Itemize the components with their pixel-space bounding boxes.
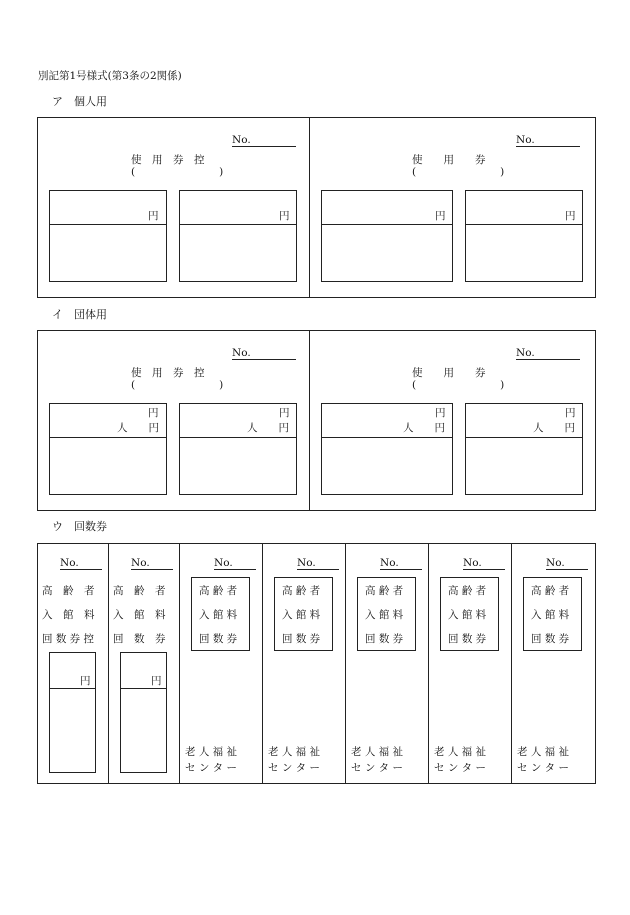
section-i-right-person1: 人 円: [403, 422, 445, 434]
ticket3-line2: 入 館 料: [365, 609, 404, 621]
section-a-right-title: 使 用 券: [412, 154, 486, 166]
section-a-right-paren: ( ): [412, 166, 505, 178]
section-i-left-box1-rule: [49, 437, 167, 438]
section-a-right-box1-rule: [321, 224, 453, 225]
ticket5-footer2: セ ン タ ー: [517, 762, 570, 774]
section-a-left-paren: ( ): [131, 166, 224, 178]
section-i-divider: [309, 330, 310, 511]
ticket2-no: No.: [297, 557, 339, 570]
section-i-right-person2: 人 円: [533, 422, 575, 434]
ticket3-footer2: セ ン タ ー: [351, 762, 404, 774]
section-i-right-box1-rule: [321, 437, 453, 438]
section-a-left-no: No.: [232, 134, 296, 147]
ticket1-line3: 回 数 券: [199, 633, 238, 645]
section-a-left-box2: [179, 190, 297, 282]
ticket1-footer1: 老 人 福 祉: [185, 746, 238, 758]
ticket2-line2: 入 館 料: [282, 609, 321, 621]
stub1-no: No.: [60, 557, 102, 570]
stub2-yen: 円: [151, 675, 162, 687]
section-a-left-yen2: 円: [279, 210, 290, 222]
ticket3-line1: 高 齢 者: [365, 585, 404, 597]
ticket5-line1: 高 齢 者: [531, 585, 570, 597]
stub2-line1: 高 齢 者: [113, 585, 166, 597]
section-a-left-box1-rule: [49, 224, 167, 225]
section-i-right-no: No.: [516, 347, 580, 360]
ticket1-line1: 高 齢 者: [199, 585, 238, 597]
section-i-right-yen1: 円: [435, 407, 446, 419]
section-i-right-box1: [321, 403, 453, 495]
section-u-divider-5: [428, 543, 429, 784]
section-a-left-yen1: 円: [148, 210, 159, 222]
section-a-label: ア 個人用: [52, 95, 107, 108]
ticket1-line2: 入 館 料: [199, 609, 238, 621]
section-a-left-title: 使 用 券 控: [131, 154, 205, 166]
ticket4-line3: 回 数 券: [448, 633, 487, 645]
section-u-label: ウ 回数券: [52, 520, 107, 533]
section-a-left-box2-rule: [179, 224, 297, 225]
ticket5-footer1: 老 人 福 祉: [517, 746, 570, 758]
stub1-amount-box: [49, 652, 96, 773]
section-a-right-no: No.: [516, 134, 580, 147]
section-u-divider-4: [345, 543, 346, 784]
section-i-right-title: 使 用 券: [412, 367, 486, 379]
stub2-amount-box: [120, 652, 167, 773]
ticket3-footer1: 老 人 福 祉: [351, 746, 404, 758]
section-i-left-yen1: 円: [148, 407, 159, 419]
ticket1-footer2: セ ン タ ー: [185, 762, 238, 774]
section-u-divider-6: [511, 543, 512, 784]
section-i-left-paren: ( ): [131, 379, 224, 391]
stub1-line2: 入 館 料: [42, 609, 95, 621]
ticket1-no: No.: [214, 557, 256, 570]
ticket5-line2: 入 館 料: [531, 609, 570, 621]
stub2-line3: 回 数 券: [113, 633, 166, 645]
ticket2-line1: 高 齢 者: [282, 585, 321, 597]
section-i-left-title: 使 用 券 控: [131, 367, 205, 379]
ticket4-footer1: 老 人 福 祉: [434, 746, 487, 758]
section-a-right-box1: [321, 190, 453, 282]
ticket5-line3: 回 数 券: [531, 633, 570, 645]
stub2-no: No.: [131, 557, 173, 570]
section-i-right-paren: ( ): [412, 379, 505, 391]
ticket4-footer2: セ ン タ ー: [434, 762, 487, 774]
stub2-amount-rule: [120, 688, 167, 689]
section-u-divider-1: [108, 543, 109, 784]
ticket3-line3: 回 数 券: [365, 633, 404, 645]
section-i-left-person2: 人 円: [247, 422, 289, 434]
section-a-divider: [309, 117, 310, 298]
section-i-left-no: No.: [232, 347, 296, 360]
ticket2-footer2: セ ン タ ー: [268, 762, 321, 774]
section-u-divider-2: [179, 543, 180, 784]
section-i-left-person1: 人 円: [117, 422, 159, 434]
stub1-line1: 高 齢 者: [42, 585, 95, 597]
ticket4-line1: 高 齢 者: [448, 585, 487, 597]
stub1-line3: 回 数 券 控: [42, 633, 95, 645]
section-i-left-yen2: 円: [279, 407, 290, 419]
section-i-right-yen2: 円: [565, 407, 576, 419]
section-i-left-box2-rule: [179, 437, 297, 438]
section-a-right-box2-rule: [465, 224, 583, 225]
stub1-amount-rule: [49, 688, 96, 689]
ticket4-no: No.: [463, 557, 505, 570]
ticket3-no: No.: [380, 557, 422, 570]
ticket2-line3: 回 数 券: [282, 633, 321, 645]
stub2-line2: 入 館 料: [113, 609, 166, 621]
section-i-right-box2-rule: [465, 437, 583, 438]
section-a-right-yen1: 円: [435, 210, 446, 222]
section-a-left-box1: [49, 190, 167, 282]
section-u-divider-3: [262, 543, 263, 784]
form-title: 別記第1号様式(第3条の2関係): [38, 70, 182, 82]
section-a-right-yen2: 円: [565, 210, 576, 222]
ticket2-footer1: 老 人 福 祉: [268, 746, 321, 758]
section-a-right-box2: [465, 190, 583, 282]
section-i-label: イ 団体用: [52, 308, 107, 321]
ticket5-no: No.: [546, 557, 588, 570]
ticket4-line2: 入 館 料: [448, 609, 487, 621]
stub1-yen: 円: [80, 675, 91, 687]
